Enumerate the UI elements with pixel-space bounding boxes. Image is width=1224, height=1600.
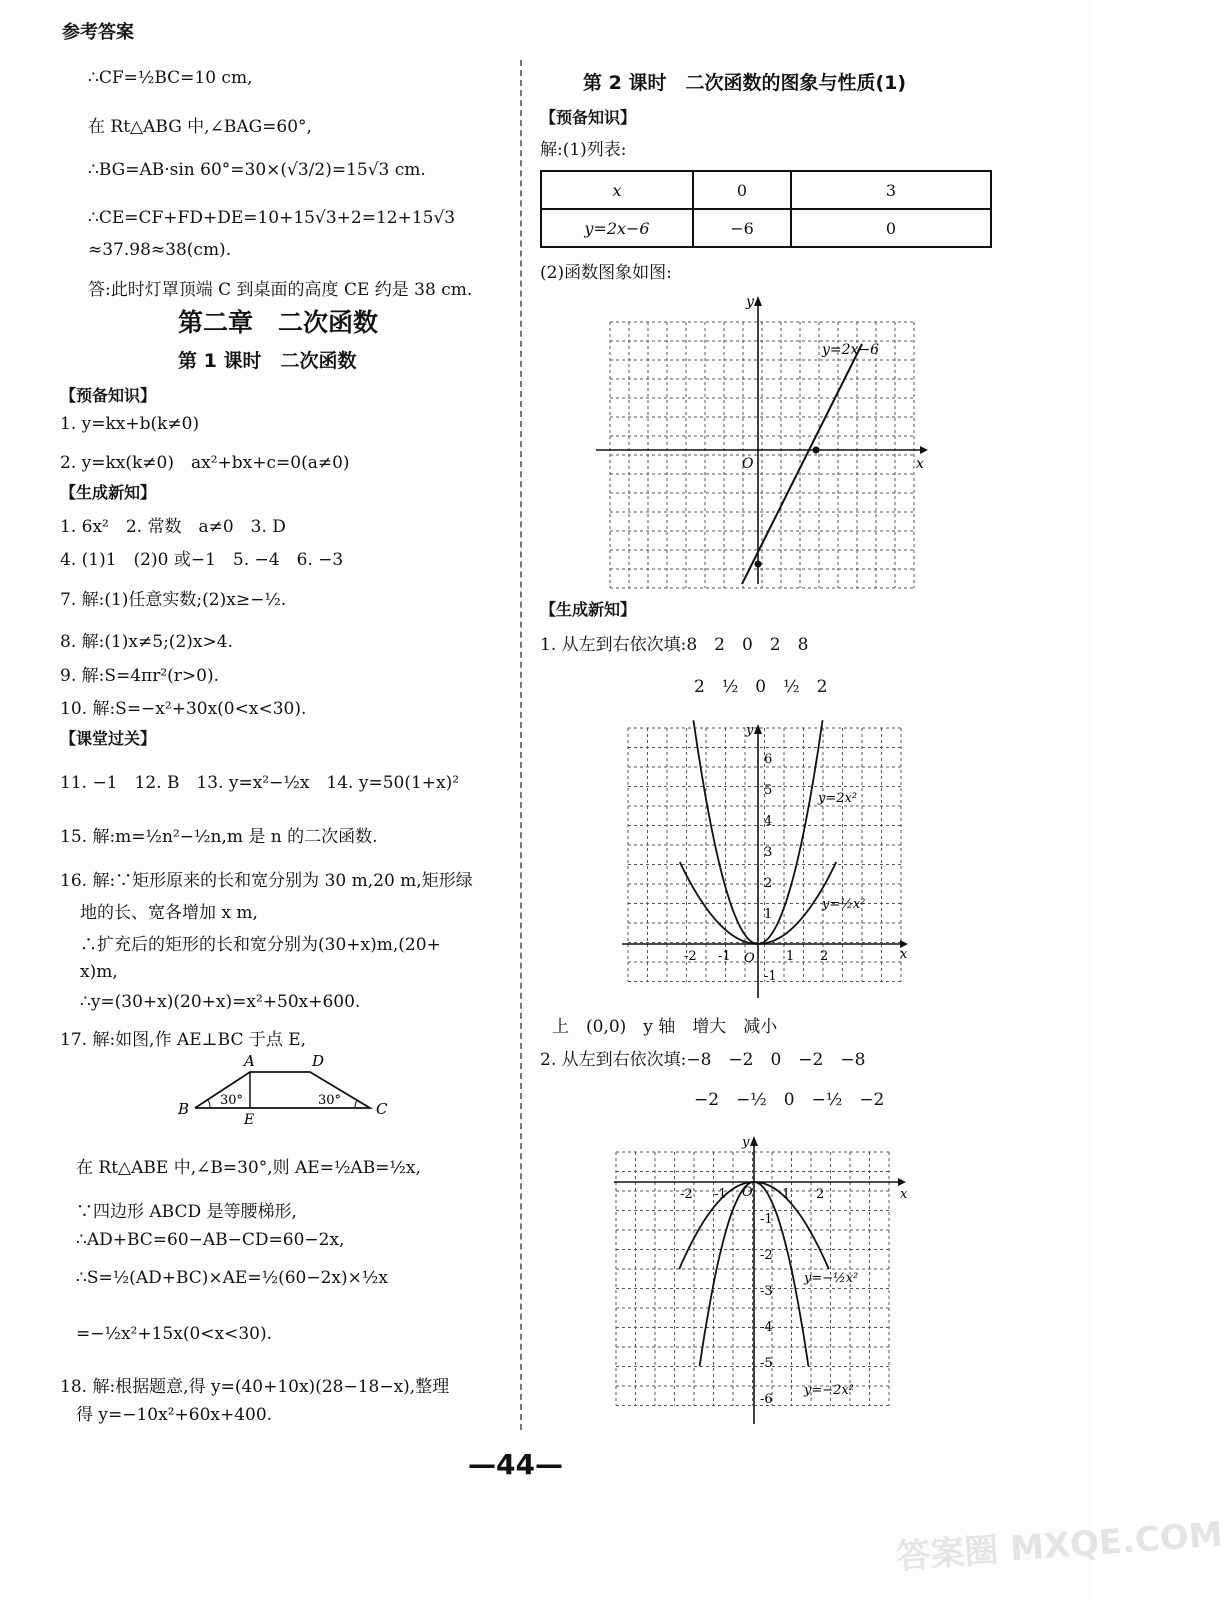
after-line-4: ∴S=½(AD+BC)×AE=½(60−2x)×½x: [76, 1268, 388, 1288]
point-3-0: [813, 447, 820, 454]
new-answer-3: 7. 解:(1)任意实数;(2)x≥−½.: [60, 590, 287, 610]
y-tick-label: -1: [760, 1212, 773, 1227]
value-table: [540, 170, 992, 248]
origin-label: O: [742, 1185, 753, 1200]
q1-line-a: 1. 从左到右依次填:8 2 0 2 8: [540, 635, 809, 655]
x-axis-label: x: [916, 456, 924, 472]
page-number: —44—: [468, 1448, 563, 1481]
table-cell: 0: [693, 171, 791, 209]
new-answer-2: 4. (1)1 (2)0 或−1 5. −4 6. −3: [60, 550, 344, 570]
angle-arc-b: [208, 1100, 210, 1108]
section-label-prep: 【预备知识】: [60, 386, 157, 405]
y-axis-label: y: [746, 723, 754, 738]
x-axis-arrow: [898, 1178, 906, 1186]
class-answer-8: 17. 解:如图,作 AE⊥BC 于点 E,: [60, 1030, 307, 1050]
lesson-title-2: 第 2 课时 二次函数的图象与性质(1): [583, 72, 907, 94]
table-cell: 3: [791, 171, 991, 209]
column-divider: [520, 60, 522, 1430]
x-axis-label: x: [900, 1187, 908, 1202]
curve-label: y=2x−6: [822, 342, 880, 358]
left-line-3: ∴BG=AB·sin 60°=30×(√3/2)=15√3 cm.: [88, 160, 426, 180]
lesson-title-1: 第 1 课时 二次函数: [178, 350, 357, 372]
section-label-new-2: 【生成新知】: [540, 600, 637, 619]
angle-arc-c: [355, 1100, 357, 1108]
y-tick-label: -4: [760, 1320, 773, 1335]
header-label: 参考答案: [62, 22, 134, 43]
angle-label-1: 30°: [220, 1093, 244, 1108]
x-tick-label: -2: [684, 949, 697, 964]
section-label-new: 【生成新知】: [60, 483, 157, 502]
after-line-1: 在 Rt△ABE 中,∠B=30°,则 AE=½AB=½x,: [76, 1158, 421, 1178]
y-tick-label: 4: [764, 814, 773, 829]
origin-label: O: [742, 456, 754, 472]
table-row: [541, 209, 991, 247]
class-answer-2: 15. 解:m=½n²−½n,m 是 n 的二次函数.: [60, 827, 378, 847]
table-intro: 解:(1)列表:: [540, 140, 627, 160]
y-tick-label: -6: [760, 1392, 773, 1407]
class-answer-4: 地的长、宽各增加 x m,: [80, 903, 258, 923]
y-axis-arrow: [754, 296, 762, 306]
graph-note: (2)函数图象如图:: [540, 263, 672, 283]
x-tick-label: -2: [680, 1187, 693, 1202]
table-row: [541, 171, 991, 209]
pre-answer-1: 1. y=kx+b(k≠0): [60, 414, 200, 434]
new-answer-5: 9. 解:S=4πr²(r>0).: [60, 666, 220, 686]
watermark: 答案圈 MXQE.COM: [895, 1514, 1224, 1578]
x-axis-arrow: [920, 446, 928, 454]
x-axis-label: x: [900, 947, 908, 962]
curve-label-2: y=½x²: [822, 897, 866, 912]
q2-line-b: −2 −½ 0 −½ −2: [694, 1090, 885, 1110]
y-tick-label: 1: [764, 907, 773, 922]
section-label-prep-2: 【预备知识】: [540, 108, 637, 127]
x-tick-label: -1: [714, 1187, 727, 1202]
y-tick-label: -3: [760, 1284, 773, 1299]
class-answer-5: ∴扩充后的矩形的长和宽分别为(30+x)m,(20+: [80, 935, 441, 955]
after-line-7: 得 y=−10x²+60x+400.: [76, 1405, 273, 1425]
q1-line-c: 上 (0,0) y 轴 增大 减小: [552, 1017, 778, 1037]
left-line-1: ∴CF=½BC=10 cm,: [88, 68, 253, 88]
y-axis-arrow: [750, 1136, 758, 1146]
y-tick-label: 6: [764, 752, 773, 767]
label-c: C: [376, 1100, 388, 1118]
x-tick-label: 1: [782, 1187, 791, 1202]
chapter-title: 第二章 二次函数: [178, 308, 379, 337]
after-line-6: 18. 解:根据题意,得 y=(40+10x)(28−18−x),整理: [60, 1377, 450, 1397]
angle-label-2: 30°: [318, 1093, 342, 1108]
left-line-2: 在 Rt△ABG 中,∠BAG=60°,: [88, 117, 312, 137]
new-answer-6: 10. 解:S=−x²+30x(0<x<30).: [60, 699, 307, 719]
table-cell: −6: [693, 209, 791, 247]
curve-label-2: y=−2x²: [804, 1383, 854, 1398]
table-cell: x: [541, 171, 693, 209]
class-answer-7: ∴y=(30+x)(20+x)=x²+50x+600.: [80, 992, 361, 1012]
x-tick-label: -1: [718, 949, 731, 964]
pre-answer-2: 2. y=kx(k≠0) ax²+bx+c=0(a≠0): [60, 453, 350, 473]
graph-parabola-up: [622, 722, 912, 1000]
y-tick-label: 3: [764, 845, 773, 860]
curve-label-1: y=−½x²: [804, 1271, 859, 1286]
q1-line-b: 2 ½ 0 ½ 2: [694, 677, 828, 697]
x-tick-label: 2: [816, 1187, 825, 1202]
table-cell: y=2x−6: [541, 209, 693, 247]
y-axis-arrow: [754, 724, 762, 734]
q2-line-a: 2. 从左到右依次填:−8 −2 0 −2 −8: [540, 1050, 866, 1070]
point-0-neg6: [755, 561, 762, 568]
left-line-4: ∴CE=CF+FD+DE=10+15√3+2=12+15√3: [88, 208, 456, 228]
after-line-3: ∴AD+BC=60−AB−CD=60−2x,: [76, 1230, 345, 1250]
y-tick-label: 2: [764, 876, 773, 891]
label-e: E: [244, 1112, 255, 1128]
y-tick-label: -2: [760, 1248, 773, 1263]
table-cell: 0: [791, 209, 991, 247]
class-answer-1: 11. −1 12. B 13. y=x²−½x 14. y=50(1+x)²: [60, 773, 460, 793]
new-answer-1: 1. 6x² 2. 常数 a≠0 3. D: [60, 517, 286, 537]
y-tick-label: -5: [760, 1356, 773, 1371]
label-b: B: [178, 1100, 190, 1118]
after-line-5: =−½x²+15x(0<x<30).: [76, 1324, 273, 1344]
class-answer-3: 16. 解:∵矩形原来的长和宽分别为 30 m,20 m,矩形绿: [60, 871, 473, 891]
y-axis-label: y: [742, 1135, 750, 1150]
left-line-6: 答:此时灯罩顶端 C 到桌面的高度 CE 约是 38 cm.: [88, 280, 473, 300]
graph-parabola-down: [614, 1132, 914, 1428]
new-answer-4: 8. 解:(1)x≠5;(2)x>4.: [60, 632, 233, 652]
x-tick-label: 1: [786, 949, 795, 964]
left-line-5: ≈37.98≈38(cm).: [88, 240, 232, 260]
y-axis-label: y: [746, 294, 754, 310]
origin-label: O: [744, 951, 755, 966]
class-answer-6: x)m,: [80, 962, 118, 982]
label-d: D: [312, 1052, 325, 1070]
y-tick-label: 5: [764, 783, 773, 798]
graph-linear: [596, 292, 932, 588]
line-y-2x-6: [742, 344, 862, 584]
y-tick-label: -1: [764, 969, 777, 984]
x-tick-label: 2: [820, 949, 829, 964]
label-a: A: [244, 1052, 255, 1070]
grid-linear: [610, 322, 914, 588]
section-label-class: 【课堂过关】: [60, 729, 157, 748]
trapezoid-figure: [170, 1052, 400, 1128]
curve-label-1: y=2x²: [818, 791, 858, 806]
after-line-2: ∵四边形 ABCD 是等腰梯形,: [76, 1202, 297, 1222]
